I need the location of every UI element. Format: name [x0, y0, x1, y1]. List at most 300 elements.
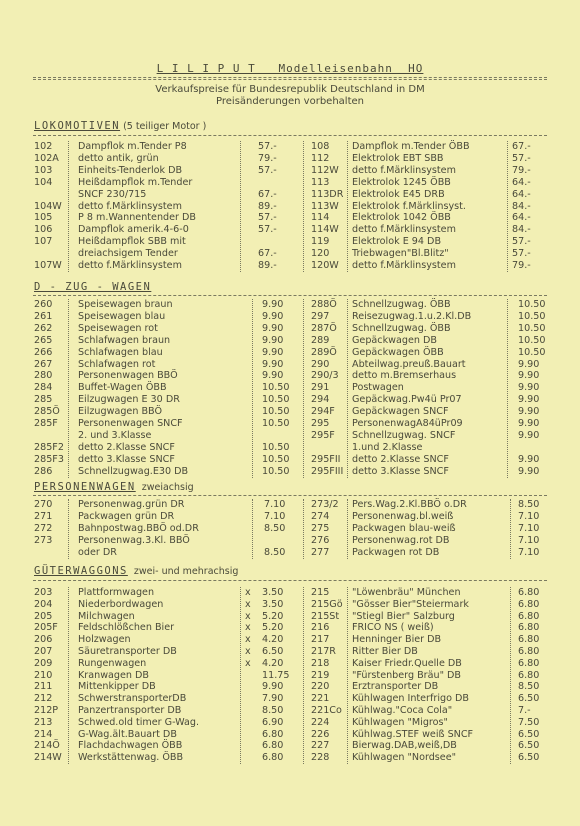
item-number: 214Ö — [34, 740, 60, 752]
section-rule — [33, 295, 547, 296]
table-row — [0, 599, 580, 611]
item-number: 112W — [311, 164, 339, 176]
section-heading-lokomotiven — [34, 120, 206, 132]
item-number: 214 — [34, 728, 53, 740]
item-price: 11.75 — [262, 669, 290, 681]
item-description: Gepäckwagen ÖBB — [352, 346, 444, 358]
item-description: Kühlwagen "Nordsee" — [352, 752, 457, 764]
item-price: 3.50 — [262, 587, 284, 598]
column-divider — [510, 587, 511, 764]
item-description: Personenwag.bl.weiß — [352, 511, 454, 522]
item-price: 9.90 — [262, 358, 284, 370]
item-price: 4.20 — [262, 634, 284, 646]
item-price: 9.90 — [518, 370, 540, 382]
item-price: 6.50 — [518, 752, 540, 764]
item-number: 295 — [311, 418, 330, 429]
item-number: 104W — [34, 200, 62, 212]
item-description: Werkstättenwag. ÖBB — [78, 752, 184, 764]
item-description: Personenwagen BBÖ — [78, 370, 178, 382]
item-description: SNCF 230/715 — [78, 188, 147, 200]
item-description: Holzwagen — [78, 634, 131, 646]
item-number: 215 — [311, 587, 330, 598]
item-description: Schlafwagen blau — [78, 346, 163, 358]
item-number: 207 — [34, 646, 53, 657]
item-description: Elektrolok EBT SBB — [352, 152, 444, 164]
item-price: 6.50 — [262, 646, 284, 657]
item-price: 6.50 — [518, 740, 540, 752]
item-description: Elektrolok E 94 DB — [352, 236, 442, 248]
item-description: Rungenwagen — [78, 657, 147, 669]
column-divider — [240, 141, 241, 272]
item-number: 262 — [34, 322, 53, 334]
item-description: Pers.Wag.2.Kl.BBÖ o.DR — [352, 499, 467, 510]
item-price: 6.80 — [262, 740, 284, 752]
item-number: 227 — [311, 740, 330, 752]
table-row — [0, 705, 580, 717]
item-price: 7.10 — [264, 499, 286, 510]
item-price: 10.50 — [262, 441, 290, 453]
item-number: 218 — [311, 657, 330, 669]
item-number: 210 — [34, 669, 53, 681]
per-unit-marker: x — [245, 646, 251, 657]
item-price: 9.90 — [262, 334, 284, 346]
item-number: 285Ö — [34, 406, 60, 418]
table-row — [0, 165, 580, 177]
item-description: Feldschlößchen Bier — [78, 622, 175, 634]
item-description: G-Wag.ält.Bauart DB — [78, 728, 177, 740]
table-row — [0, 394, 580, 406]
table-row — [0, 212, 580, 224]
table-row — [0, 646, 580, 658]
item-description: detto 2.Klasse SNCF — [352, 453, 449, 465]
item-number: 220 — [311, 681, 330, 693]
item-price: 10.50 — [262, 465, 290, 477]
section-title: D - ZUG - WAGEN — [34, 281, 152, 293]
item-description: detto antik, grün — [78, 152, 159, 164]
item-description: Elektrolok E45 DRB — [352, 188, 445, 200]
section-heading-personenwagen — [34, 481, 194, 493]
item-number: 108 — [311, 141, 330, 152]
item-description: Schwed.old timer G-Wag. — [78, 716, 200, 728]
item-description: "Löwenbräu" München — [352, 587, 461, 598]
item-price: 6.50 — [518, 728, 540, 740]
item-description: detto f.Märklinsystem — [352, 164, 456, 176]
item-description: "Gösser Bier"Steiermark — [352, 598, 469, 610]
table-row — [0, 611, 580, 623]
column-divider — [347, 499, 348, 559]
item-description: Schnellzugwag.E30 DB — [78, 465, 189, 477]
table-row — [0, 729, 580, 741]
item-price: 9.90 — [518, 394, 540, 406]
item-number: 120W — [311, 260, 339, 271]
section-heading-gueterwaggons — [34, 565, 238, 577]
item-description: Personenwagen SNCF — [78, 418, 183, 429]
item-description: Speisewagen braun — [78, 299, 173, 310]
item-description: detto m.Bremserhaus — [352, 370, 457, 382]
item-description: Reisezugwag.1.u.2.Kl.DB — [352, 310, 472, 322]
item-price: 10.50 — [518, 346, 546, 358]
per-unit-marker: x — [245, 598, 251, 610]
table-row — [0, 236, 580, 248]
table-row — [0, 658, 580, 670]
item-price: 64.- — [512, 212, 531, 224]
item-number: 212 — [34, 693, 53, 705]
table-row — [0, 499, 580, 511]
item-number: 226 — [311, 728, 330, 740]
item-price: 6.80 — [518, 634, 540, 646]
table-row — [0, 323, 580, 335]
item-description: Henninger Bier DB — [352, 634, 442, 646]
item-price: 10.50 — [262, 382, 290, 394]
item-description: Flachdachwagen ÖBB — [78, 740, 183, 752]
item-number: 107 — [34, 236, 53, 248]
item-description: Packwagen rot DB — [352, 547, 440, 558]
table-row — [0, 622, 580, 634]
item-description: detto f.Märklinsystem — [352, 224, 456, 236]
title-rule — [33, 77, 547, 78]
item-description: detto f.Märklinsystem — [78, 260, 182, 271]
item-description: Dampflok m.Tender P8 — [78, 141, 187, 152]
item-number: 221Co — [311, 705, 342, 716]
column-divider — [240, 587, 241, 764]
item-number: 284 — [34, 382, 53, 394]
item-description: 1.und 2.Klasse — [352, 441, 423, 453]
item-price: 7.10 — [518, 547, 540, 558]
item-price: 6.80 — [262, 752, 284, 764]
section-rule — [33, 495, 547, 496]
item-description: Kühlwag.STEF weiß SNCF — [352, 728, 474, 740]
item-price: 7.90 — [262, 693, 284, 705]
column-divider — [347, 141, 348, 272]
item-price: 57.- — [258, 164, 277, 176]
item-description: Schnellzugwag. ÖBB — [352, 299, 451, 310]
section-rule — [33, 135, 547, 136]
table-row — [0, 177, 580, 189]
item-price: 6.80 — [262, 728, 284, 740]
item-number: 285 — [34, 394, 53, 406]
item-description: "Fürstenberg Bräu" DB — [352, 669, 461, 681]
item-price: 8.50 — [264, 547, 286, 558]
item-price: 84.- — [512, 224, 531, 236]
item-description: Eilzugwagen BBÖ — [78, 406, 162, 418]
item-number: 294 — [311, 394, 330, 406]
item-price: 67.- — [258, 248, 277, 260]
per-unit-marker: x — [245, 622, 251, 634]
item-description: Bahnpostwag.BBÖ od.DR — [78, 523, 199, 534]
table-row — [0, 406, 580, 418]
item-price: 8.50 — [518, 681, 540, 693]
item-price: 10.50 — [262, 453, 290, 465]
column-divider — [68, 299, 69, 478]
item-price: 89.- — [258, 200, 277, 212]
item-number: 206 — [34, 634, 53, 646]
item-description: Abteilwag.preuß.Bauart — [352, 358, 466, 370]
item-price: 6.50 — [518, 693, 540, 705]
item-description: dreiachsigem Tender — [78, 248, 178, 260]
item-number: 102 — [34, 141, 53, 152]
table-row — [0, 547, 580, 559]
item-number: 114 — [311, 212, 330, 224]
table-row — [0, 523, 580, 535]
item-price: 57.- — [258, 212, 277, 224]
item-description: detto 3.Klasse SNCF — [352, 465, 449, 477]
item-price: 67.- — [258, 188, 277, 200]
item-description: Plattformwagen — [78, 587, 155, 598]
item-number: 276 — [311, 535, 330, 546]
item-price: 9.90 — [518, 465, 540, 477]
item-number: 217 — [311, 634, 330, 646]
item-number: 261 — [34, 310, 53, 322]
item-description: detto f.Märklinsystem — [352, 260, 456, 271]
table-row — [0, 153, 580, 165]
item-price: 9.90 — [518, 382, 540, 394]
item-price: 5.20 — [262, 610, 284, 622]
table-row — [0, 370, 580, 382]
item-price: 3.50 — [262, 598, 284, 610]
item-price: 7.10 — [264, 511, 286, 522]
item-price: 5.20 — [262, 622, 284, 634]
item-price: 7.- — [518, 705, 531, 716]
item-number: 272 — [34, 523, 53, 534]
item-price: 9.90 — [262, 299, 284, 310]
item-price: 64.- — [512, 176, 531, 188]
item-price: 6.80 — [518, 622, 540, 634]
item-number: 289 — [311, 334, 330, 346]
item-price: 10.50 — [518, 334, 546, 346]
column-divider — [68, 499, 69, 559]
table-row — [0, 693, 580, 705]
item-description: Gepäckwag.Pw4ü Pr07 — [352, 394, 462, 406]
item-price: 6.90 — [262, 716, 284, 728]
item-number: 215Gö — [311, 598, 343, 610]
item-description: Elektrolok 1245 ÖBB — [352, 176, 451, 188]
item-number: 216 — [311, 622, 330, 634]
item-description: Kaiser Friedr.Quelle DB — [352, 657, 462, 669]
table-row — [0, 201, 580, 213]
item-description: SchwerstransporterDB — [78, 693, 187, 705]
item-description: Mittenkipper DB — [78, 681, 156, 693]
item-number: 285F3 — [34, 453, 64, 465]
item-description: Milchwagen — [78, 610, 135, 622]
item-number: 205F — [34, 622, 58, 634]
per-unit-marker: x — [245, 634, 251, 646]
item-price: 10.50 — [518, 299, 546, 310]
per-unit-marker: x — [245, 587, 251, 598]
table-row — [0, 634, 580, 646]
column-divider — [252, 499, 253, 559]
table-row — [0, 454, 580, 466]
item-price: 89.- — [258, 260, 277, 271]
item-price: 6.80 — [518, 646, 540, 657]
item-number: 215St — [311, 610, 340, 622]
item-description: P 8 m.Wannentender DB — [78, 212, 196, 224]
section-title: GÜTERWAGGONS — [34, 565, 128, 577]
per-unit-marker: x — [245, 610, 251, 622]
item-number: 211 — [34, 681, 53, 693]
table-row — [0, 418, 580, 430]
column-divider — [68, 141, 69, 272]
section-rule — [33, 580, 547, 581]
table-row — [0, 224, 580, 236]
item-price: 6.80 — [518, 657, 540, 669]
item-description: Säuretransporter DB — [78, 646, 177, 657]
item-number: 102A — [34, 152, 59, 164]
item-number: 213 — [34, 716, 53, 728]
item-price: 9.90 — [262, 681, 284, 693]
item-description: Schnellzugwag. SNCF — [352, 429, 456, 441]
column-divider — [510, 499, 511, 559]
item-description: Schnellzugwag. ÖBB — [352, 322, 451, 334]
page-title: L I L I P U T Modelleisenbahn HO — [156, 62, 424, 75]
item-number: 271 — [34, 511, 53, 522]
item-number: 119 — [311, 236, 330, 248]
item-description: Eilzugwagen E 30 DR — [78, 394, 180, 406]
item-price: 6.80 — [518, 610, 540, 622]
item-number: 204 — [34, 598, 53, 610]
item-price: 9.90 — [262, 322, 284, 334]
item-number: 266 — [34, 346, 53, 358]
item-description: "Stiegl Bier" Salzburg — [352, 610, 455, 622]
column-divider — [68, 587, 69, 764]
item-price: 9.90 — [518, 418, 540, 429]
item-description: detto 2.Klasse SNCF — [78, 441, 175, 453]
section-subtitle: zweiachsig — [135, 482, 194, 493]
item-description: Packwagen grün DR — [78, 511, 175, 522]
subtitle-line-2: Preisänderungen vorbehalten — [216, 96, 364, 107]
item-price: 9.90 — [518, 453, 540, 465]
item-price: 57.- — [512, 236, 531, 248]
column-divider — [303, 299, 304, 478]
item-number: 113W — [311, 200, 339, 212]
table-row — [0, 359, 580, 371]
item-number: 295FIII — [311, 465, 344, 477]
table-row — [0, 442, 580, 454]
item-price: 9.90 — [262, 346, 284, 358]
item-description: Heißdampflok SBB mit — [78, 236, 186, 248]
item-description: Speisewagen blau — [78, 310, 166, 322]
table-row — [0, 260, 580, 272]
item-price: 10.50 — [518, 322, 546, 334]
item-price: 6.80 — [518, 587, 540, 598]
item-description: Gepäckwagen DB — [352, 334, 437, 346]
item-description: PersonenwagA84üPr09 — [352, 418, 463, 429]
title-rule-2 — [33, 79, 547, 80]
column-divider — [303, 499, 304, 559]
item-price: 9.90 — [518, 429, 540, 441]
item-price: 9.90 — [518, 406, 540, 418]
column-divider — [252, 299, 253, 478]
column-divider — [303, 141, 304, 272]
item-number: 290/3 — [311, 370, 339, 382]
item-number: 290 — [311, 358, 330, 370]
item-number: 112 — [311, 152, 330, 164]
per-unit-marker: x — [245, 657, 251, 669]
item-description: Personenwag.rot DB — [352, 535, 450, 546]
item-description: Speisewagen rot — [78, 322, 158, 334]
item-number: 221 — [311, 693, 330, 705]
table-row — [0, 299, 580, 311]
item-number: 224 — [311, 716, 330, 728]
item-description: Bierwag.DAB,weiß,DB — [352, 740, 457, 752]
item-price: 79.- — [258, 152, 277, 164]
table-row — [0, 311, 580, 323]
table-row — [0, 141, 580, 153]
item-description: FRICO NS ( weiß) — [352, 622, 434, 634]
item-description: 2. und 3.Klasse — [78, 429, 152, 441]
item-number: 217R — [311, 646, 336, 657]
item-description: detto f.Märklinsystem — [78, 200, 182, 212]
item-description: Dampflok amerik.4-6-0 — [78, 224, 189, 236]
table-row — [0, 752, 580, 764]
item-number: 114W — [311, 224, 339, 236]
item-number: 228 — [311, 752, 330, 764]
item-description: oder DR — [78, 547, 117, 558]
table-row — [0, 535, 580, 547]
item-price: 7.10 — [518, 511, 540, 522]
item-number: 103 — [34, 164, 53, 176]
item-description: Elektrolok 1042 ÖBB — [352, 212, 451, 224]
item-description: Personenwag.grün DR — [78, 499, 185, 510]
item-number: 285F2 — [34, 441, 64, 453]
item-description: Elektrolok f.Märklinsyst. — [352, 200, 466, 212]
item-number: 209 — [34, 657, 53, 669]
item-description: Kranwagen DB — [78, 669, 150, 681]
item-number: 280 — [34, 370, 53, 382]
section-title: PERSONENWAGEN — [34, 481, 136, 493]
item-description: Dampflok m.Tender ÖBB — [352, 141, 470, 152]
item-description: Niederbordwagen — [78, 598, 164, 610]
item-price: 57.- — [512, 152, 531, 164]
item-price: 57.- — [258, 141, 277, 152]
item-description: Kühlwagen "Migros" — [352, 716, 448, 728]
item-number: 294F — [311, 406, 335, 418]
table-row — [0, 681, 580, 693]
item-price: 9.90 — [262, 310, 284, 322]
item-number: 260 — [34, 299, 53, 310]
item-number: 113DR — [311, 188, 344, 200]
item-price: 57.- — [258, 224, 277, 236]
item-description: Packwagen blau-weiß — [352, 523, 456, 534]
table-row — [0, 347, 580, 359]
table-row — [0, 466, 580, 478]
item-description: Kühlwagen Interfrigo DB — [352, 693, 469, 705]
item-number: 291 — [311, 382, 330, 394]
item-price: 79.- — [512, 260, 531, 271]
item-price: 10.50 — [262, 394, 290, 406]
item-number: 277 — [311, 547, 330, 558]
item-number: 203 — [34, 587, 53, 598]
item-number: 214W — [34, 752, 62, 764]
item-description: Gepäckwagen SNCF — [352, 406, 449, 418]
column-divider — [347, 587, 348, 764]
column-divider — [303, 587, 304, 764]
section-title: LOKOMOTIVEN — [34, 120, 121, 132]
item-number: 107W — [34, 260, 62, 271]
item-price: 8.50 — [264, 523, 286, 534]
table-row — [0, 587, 580, 599]
section-subtitle: zwei- und mehrachsig — [127, 566, 239, 577]
item-number: 287Ö — [311, 322, 337, 334]
item-number: 288Ö — [311, 299, 337, 310]
item-price: 8.50 — [518, 499, 540, 510]
table-row — [0, 189, 580, 201]
item-price: 7.10 — [518, 523, 540, 534]
section-subtitle: (5 teiliger Motor ) — [120, 121, 207, 132]
item-price: 10.50 — [518, 310, 546, 322]
item-number: 289Ö — [311, 346, 337, 358]
item-price: 9.90 — [518, 358, 540, 370]
table-row — [0, 670, 580, 682]
